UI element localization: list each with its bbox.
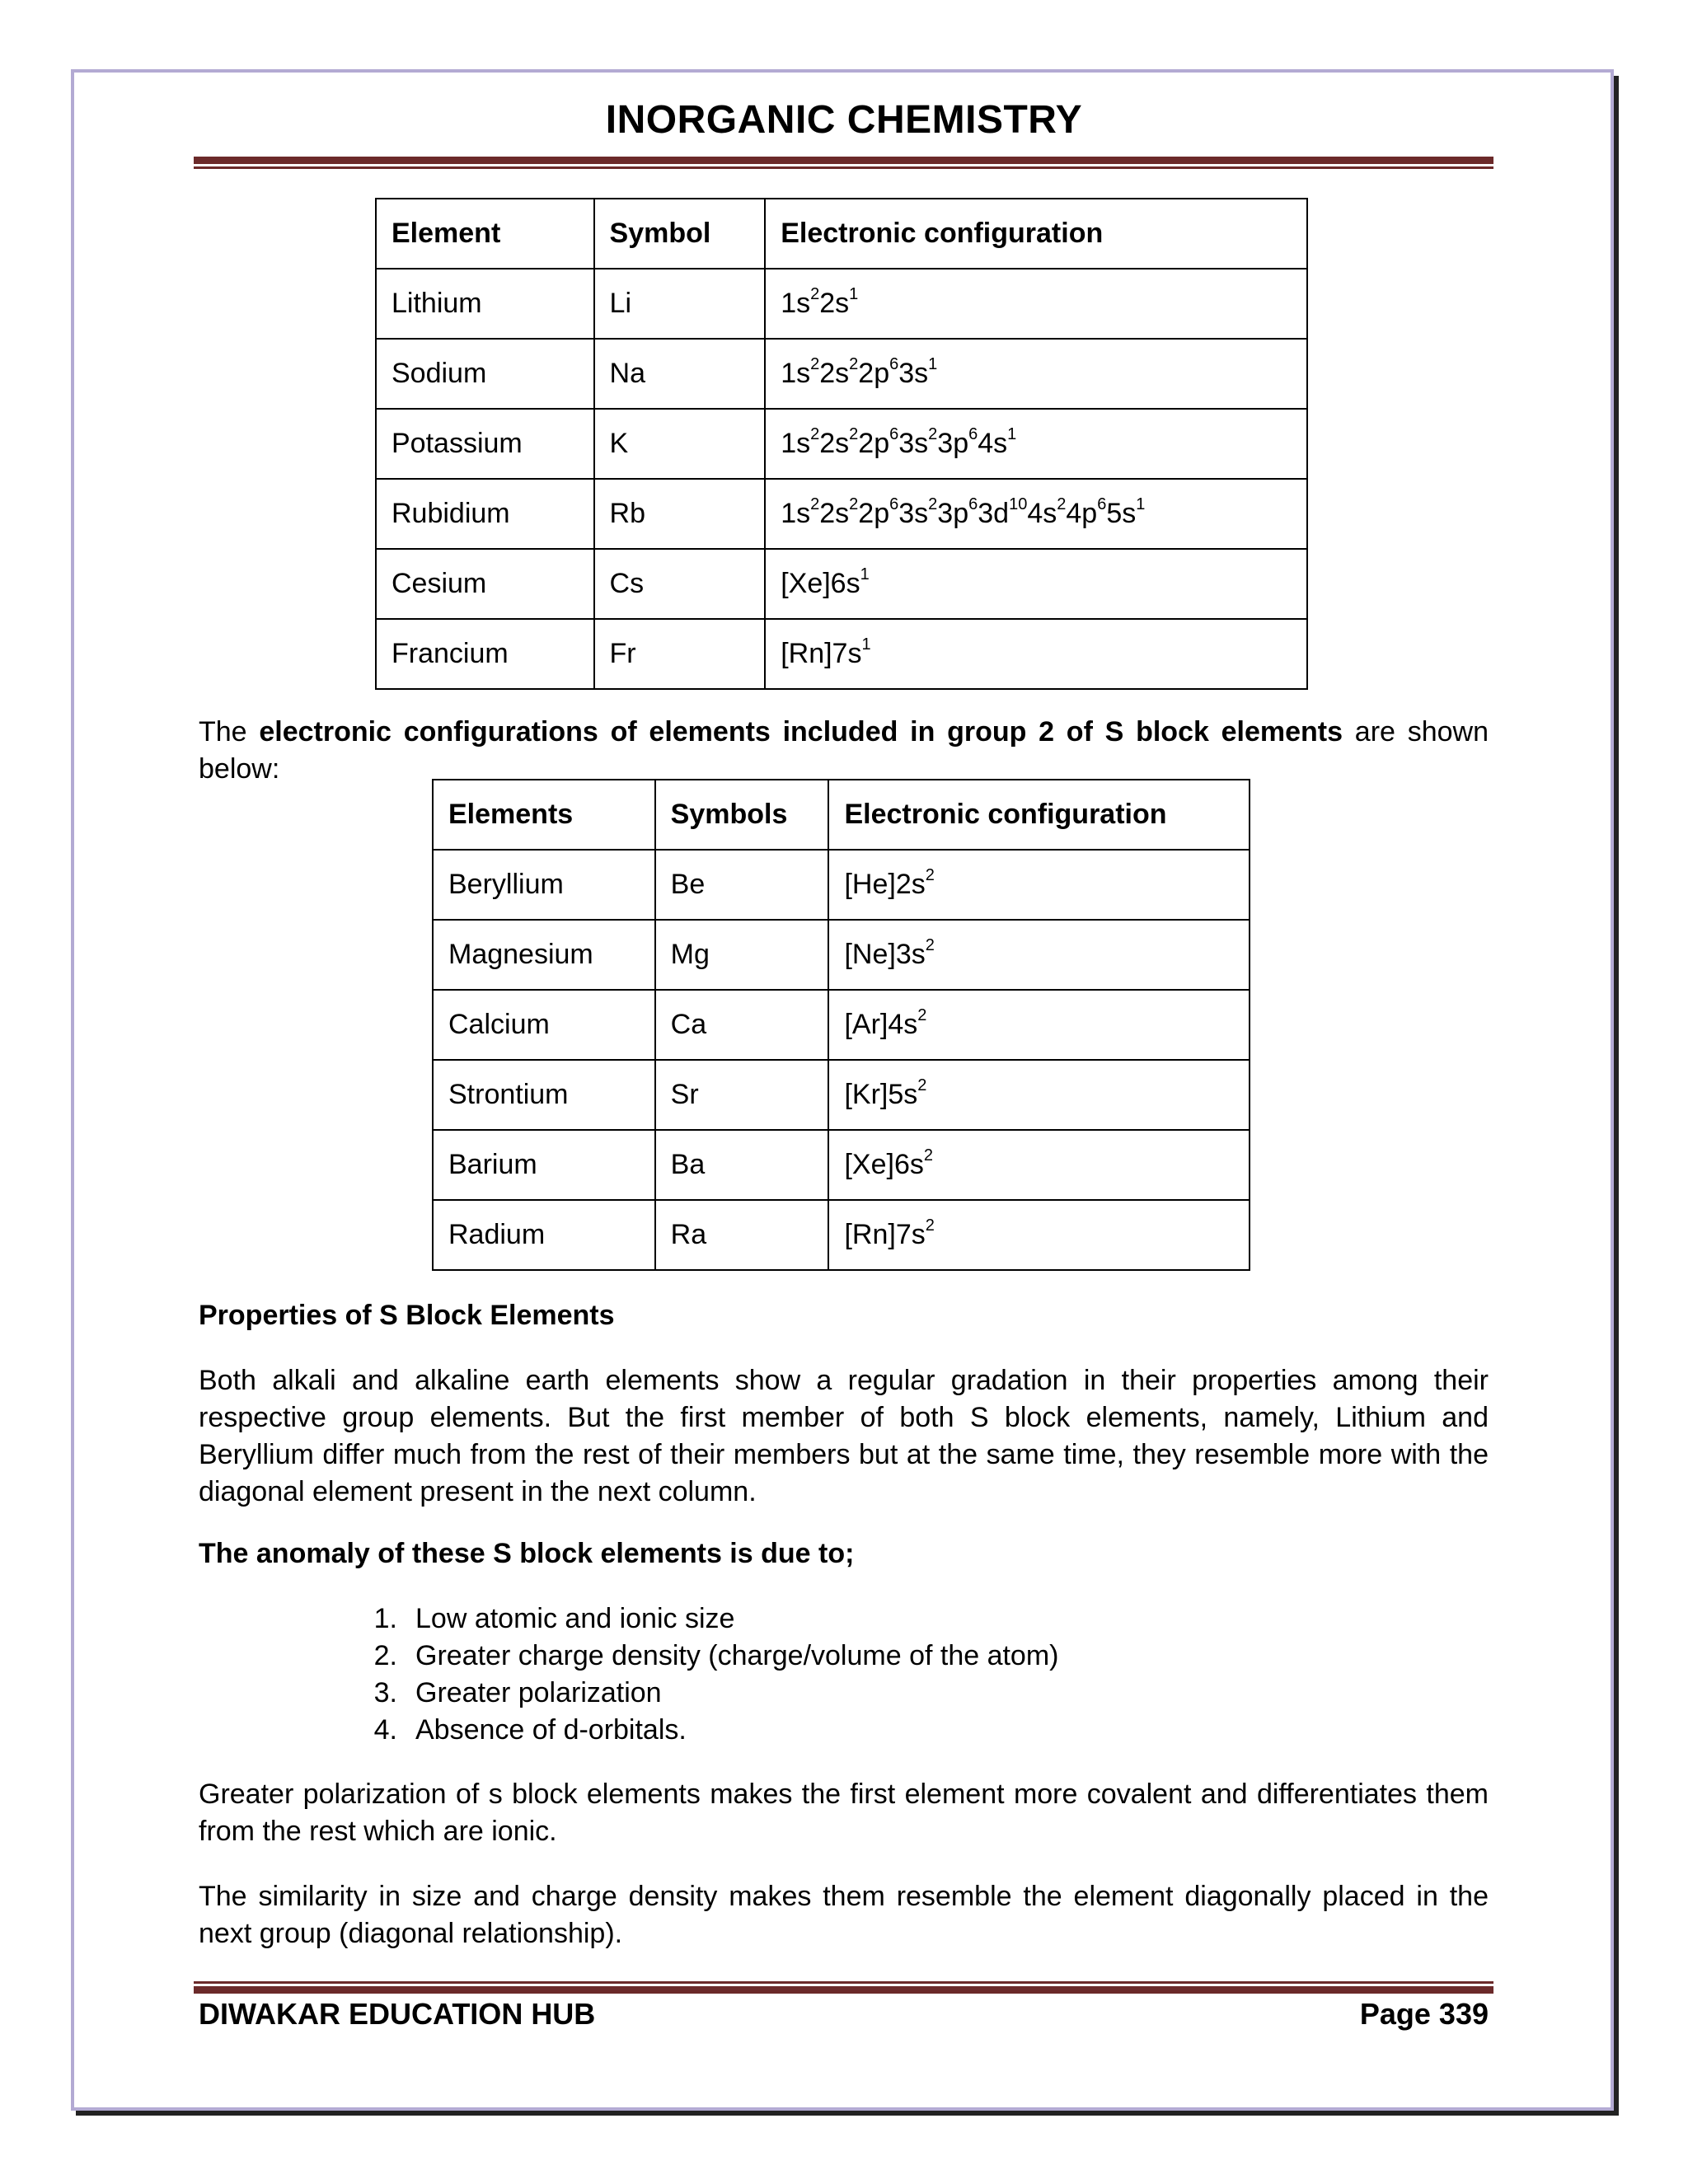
header-configuration: Electronic configuration [765, 199, 1307, 269]
configuration-cell: $[Xe]6s^1$ [765, 549, 1307, 619]
configuration-cell: $[Kr]5s^2$ [828, 1060, 1250, 1130]
header-symbol: Symbol [594, 199, 766, 269]
element-cell: Rubidium [376, 479, 594, 549]
configuration-cell: $[Ar]4s^2$ [828, 990, 1250, 1060]
configuration-cell: $[Xe]6s^2$ [828, 1130, 1250, 1200]
group1-config-table [375, 198, 1308, 690]
page-title: INORGANIC CHEMISTRY [605, 98, 1083, 142]
configuration-cell: $[Rn]7s^1$ [765, 619, 1307, 689]
symbol-cell: Cs [594, 549, 766, 619]
table-row [433, 920, 1250, 990]
header-element: Elements [433, 780, 655, 850]
header-configuration: Electronic configuration [828, 780, 1250, 850]
table-row [433, 1130, 1250, 1200]
list-item-text: Absence of d-orbitals. [415, 1714, 687, 1746]
element-cell: Magnesium [433, 920, 655, 990]
intro-pre: The [199, 716, 260, 748]
group2-config-table [432, 779, 1250, 1271]
list-item-number: 3. [373, 1677, 397, 1708]
list-item-text: Low atomic and ionic size [415, 1603, 735, 1634]
element-cell: Francium [376, 619, 594, 689]
configuration-cell: $1s^22s^22p^63s^23p^64s^1$ [765, 409, 1307, 479]
symbol-cell: Fr [594, 619, 766, 689]
list-item-text: Greater polarization [415, 1677, 662, 1708]
list-item-number: 1. [373, 1603, 397, 1634]
table-row [376, 409, 1307, 479]
footer-page-number: Page 339 [1359, 1997, 1489, 2031]
header-element: Element [376, 199, 594, 269]
symbol-cell: Be [655, 850, 829, 920]
list-item-text: Greater charge density (charge/volume of the atom) [415, 1640, 1059, 1671]
group2-intro [199, 714, 1489, 788]
element-cell: Barium [433, 1130, 655, 1200]
element-cell: Beryllium [433, 850, 655, 920]
symbol-cell: Ba [655, 1130, 829, 1200]
properties-paragraph: Both alkali and alkaline earth elements show a regular gradation in their properties among their respective group elements. But the first member of both S block elements, namely, Lithium and Beryllium differ much from the rest of their members but at the same time, they resemble more with the diagonal element present in the next column. [199, 1365, 1489, 1507]
configuration-cell: $[He]2s^2$ [828, 850, 1250, 920]
table-row [433, 850, 1250, 920]
element-cell: Cesium [376, 549, 594, 619]
table-row [376, 619, 1307, 689]
page-shadow-right [1614, 76, 1619, 2116]
page-shadow-bottom [76, 2111, 1619, 2116]
polarization-paragraph: Greater polarization of s block elements makes the first element more covalent and differentiates them from the rest which are ionic. [199, 1779, 1489, 1847]
configuration-cell: $1s^22s^1$ [765, 269, 1307, 339]
element-cell: Radium [433, 1200, 655, 1270]
configuration-cell: $1s^22s^22p^63s^1$ [765, 339, 1307, 409]
list-item [346, 1601, 1059, 1638]
element-cell: Sodium [376, 339, 594, 409]
configuration-cell: $[Rn]7s^2$ [828, 1200, 1250, 1270]
table-row [376, 549, 1307, 619]
anomaly-heading: The anomaly of these S block elements is due to; [199, 1538, 855, 1569]
table-row [376, 269, 1307, 339]
element-cell: Lithium [376, 269, 594, 339]
intro-post: are shown below: [199, 716, 1489, 785]
table-header-row [433, 780, 1250, 850]
element-cell: Potassium [376, 409, 594, 479]
anomaly-causes-list [346, 1601, 1059, 1749]
symbol-cell: Ra [655, 1200, 829, 1270]
element-cell: Strontium [433, 1060, 655, 1130]
footer-publisher: DIWAKAR EDUCATION HUB [199, 1997, 596, 2031]
properties-heading: Properties of S Block Elements [199, 1300, 615, 1331]
symbol-cell: Mg [655, 920, 829, 990]
list-item [346, 1712, 1059, 1749]
table-row [433, 1200, 1250, 1270]
table-row [376, 479, 1307, 549]
list-item-number: 2. [373, 1640, 397, 1671]
symbol-cell: K [594, 409, 766, 479]
header-rule [194, 157, 1493, 169]
symbol-cell: Li [594, 269, 766, 339]
table-row [376, 339, 1307, 409]
configuration-cell: $1s^22s^22p^63s^23p^63d^{10}4s^24p^65s^1$ [765, 479, 1307, 549]
symbol-cell: Na [594, 339, 766, 409]
symbol-cell: Rb [594, 479, 766, 549]
symbol-cell: Sr [655, 1060, 829, 1130]
intro-bold: electronic configurations of elements included in group 2 of S block elements [259, 716, 1343, 748]
header-symbol: Symbols [655, 780, 829, 850]
table-row [433, 990, 1250, 1060]
footer-rule [194, 1981, 1493, 1994]
table-row [433, 1060, 1250, 1130]
symbol-cell: Ca [655, 990, 829, 1060]
list-item-number: 4. [373, 1714, 397, 1746]
similarity-paragraph: The similarity in size and charge density makes them resemble the element diagonally placed in the next group (diagonal relationship). [199, 1881, 1489, 1949]
list-item [346, 1675, 1059, 1712]
configuration-cell: $[Ne]3s^2$ [828, 920, 1250, 990]
table-header-row [376, 199, 1307, 269]
list-item [346, 1638, 1059, 1675]
element-cell: Calcium [433, 990, 655, 1060]
